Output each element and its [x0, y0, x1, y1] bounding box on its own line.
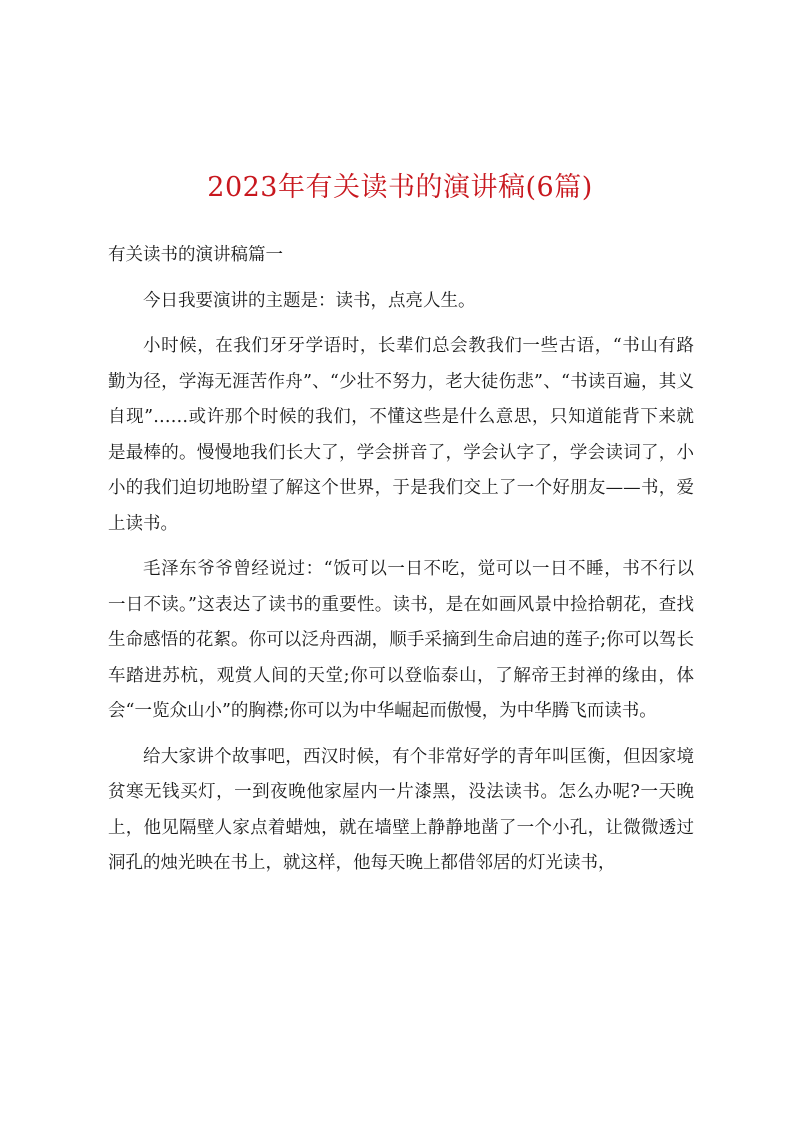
paragraph-childhood: 小时候，在我们牙牙学语时，长辈们总会教我们一些古语，“书山有路勤为径，学海无涯苦作舟”、“少壮不努力，老大徒伤悲”、“书读百遍，其义自现”……或许那个时候的我们，不懂这些是什么意思，只知道能背下来就是最棒的。慢慢地我们长大了，学会拼音了，学会认字了，学会读词了，小小的我们迫切地盼望了解这个世界，于是我们交上了一个好朋友——书，爱上读书。 [108, 336, 694, 534]
paragraph-importance: 毛泽东爷爷曾经说过：“饭可以一日不吃，觉可以一日不睡，书不行以一日不读。”这表达了读书的重要性。读书，是在如画风景中捡拾朝花，查找生命感悟的花絮。你可以泛舟西湖，顺手采摘到生命启迪的莲子;你可以驾长车踏进苏杭，观赏人间的天堂;你可以登临泰山，了解帝王封禅的缘由，体会“一览众山小”的胸襟;你可以为中华崛起而傲慢，为中华腾飞而读书。 [108, 559, 694, 721]
document-title: 2023年有关读书的演讲稿(6篇) [207, 172, 593, 203]
section-heading: 有关读书的演讲稿篇一 [108, 245, 283, 265]
document-body [108, 238, 694, 882]
paragraph-story: 给大家讲个故事吧，西汉时候，有个非常好学的青年叫匡衡，但因家境贫寒无钱买灯，一到夜晚他家屋内一片漆黑，没法读书。怎么办呢?一天晚上，他见隔壁人家点着蜡烛，就在墙壁上静静地凿了一个小孔，让微微透过洞孔的烛光映在书上，就这样，他每天晚上都借邻居的灯光读书， [108, 746, 694, 873]
paragraph-intro: 今日我要演讲的主题是：读书，点亮人生。 [143, 290, 476, 311]
